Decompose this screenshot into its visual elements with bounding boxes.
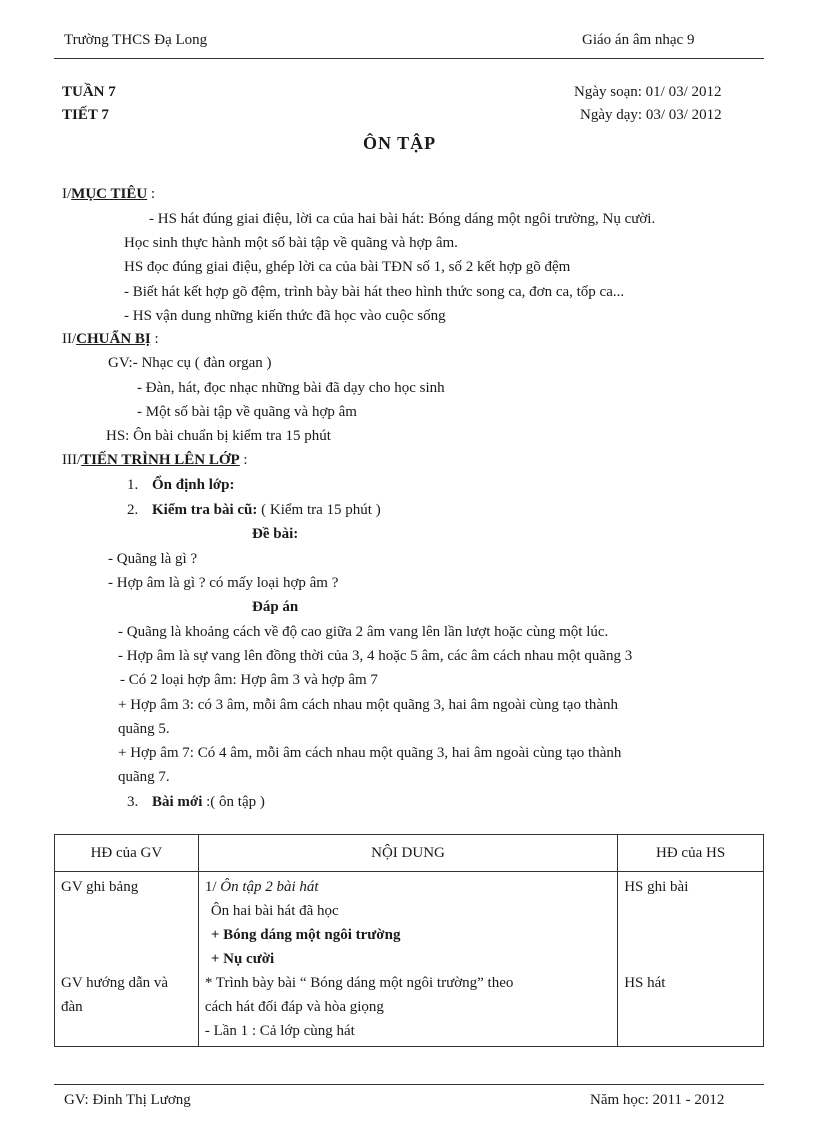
lesson-label: TIẾT 7 [62, 107, 109, 123]
section2-colon: : [154, 331, 159, 347]
row1-hs-cell [618, 872, 764, 972]
objective-line-1: - HS hát đúng giai điệu, lời ca của hai bài hát: Bóng dáng một ngôi trường, Nụ cười. [149, 211, 656, 227]
row2-content-line-3: - Lần 1 : Cả lớp cùng hát [204, 1023, 355, 1039]
header-divider [54, 58, 764, 59]
step-1-text: Ổn định lớp: [152, 477, 235, 493]
row2-gv-line-1: GV hướng dẫn và [61, 975, 169, 991]
answer-line-2: - Hợp âm là sự vang lên đồng thời của 3, 4 hoặc 5 âm, các âm cách nhau một quãng 3 [118, 648, 633, 664]
step-1-number: 1. [127, 477, 139, 493]
objective-line-2: Học sinh thực hành một số bài tập về quãng và hợp âm. [124, 235, 458, 251]
row2-gv-cell [55, 971, 199, 1047]
objective-line-4: - Biết hát kết hợp gõ đệm, trình bày bài hát theo hình thức song ca, đơn ca, tốp ca... [124, 284, 625, 300]
step-3-text: Bài mới [152, 794, 203, 810]
row2-gv-line-2: đàn [61, 999, 83, 1015]
objective-line-3: HS đọc đúng giai điệu, ghép lời ca của bài TĐN số 1, số 2 kết hợp gõ đệm [124, 259, 571, 275]
prep-hs: HS: Ôn bài chuẩn bị kiểm tra 15 phút [106, 428, 331, 444]
answer-line-3: - Có 2 loại hợp âm: Hợp âm 3 và hợp âm 7 [120, 672, 378, 688]
row2-content-cell [198, 971, 617, 1047]
section1-colon: : [150, 186, 156, 202]
answer-line-6: + Hợp âm 7: Có 4 âm, mỗi âm cách nhau một quãng 3, hai âm ngoài cùng tạo thành [118, 745, 622, 761]
footer-teacher: GV: Đinh Thị Lương [64, 1092, 191, 1108]
teaching-date: Ngày dạy: 03/ 03/ 2012 [580, 107, 722, 123]
row1-gv-cell [55, 872, 199, 972]
row1-content-heading [205, 875, 611, 899]
row2-hs: HS hát [624, 975, 666, 991]
question-2: - Hợp âm là gì ? có mấy loại hợp âm ? [108, 575, 339, 591]
step-2-text: Kiểm tra bài cũ: [152, 502, 258, 518]
step-3 [127, 794, 265, 811]
section3-title: TIẾN TRÌNH LÊN LỚP [81, 452, 240, 468]
prep-gv-item-2: - Một số bài tập về quãng và hợp âm [137, 404, 357, 420]
row1-content-line-2: + Bóng dáng một ngôi trường [210, 927, 401, 943]
row1-gv: GV ghi bảng [61, 879, 139, 895]
table-header-hs: HĐ của HS [618, 835, 764, 872]
section1-number: I/ [62, 186, 72, 202]
section2-heading [62, 331, 159, 348]
step-3-note: :( ôn tập ) [202, 794, 265, 810]
row2-content-line-2: cách hát đối đáp và hòa giọng [204, 999, 384, 1015]
week-label: TUẦN 7 [62, 84, 116, 100]
page-title: ÔN TẬP [363, 133, 437, 153]
row1-hs: HS ghi bài [624, 879, 689, 895]
section1-heading [62, 186, 155, 203]
header-school: Trường THCS Đạ Long [64, 32, 208, 48]
row1-content-number: 1/ [204, 879, 217, 895]
table-row [55, 872, 764, 972]
prepared-date: Ngày soạn: 01/ 03/ 2012 [574, 84, 722, 100]
section1-title: MỤC TIÊU [71, 186, 148, 202]
answer-line-1: - Quãng là khoảng cách về độ cao giữa 2 âm vang lên lần lượt hoặc cùng một lúc. [118, 624, 609, 640]
table-header-row [55, 835, 764, 872]
answer-line-5: quãng 5. [118, 721, 170, 737]
table-row [55, 971, 764, 1047]
row1-content-cell [198, 872, 617, 972]
row2-content-line-1: * Trình bày bài “ Bóng dáng một ngôi trường” theo [204, 975, 514, 991]
row1-content-line-3: + Nụ cười [210, 951, 275, 967]
step-2-note: ( Kiểm tra 15 phút ) [257, 502, 381, 518]
exam-title: Đề bài: [252, 526, 299, 542]
prep-gv-item-1: - Đàn, hát, đọc nhạc những bài đã dạy cho học sinh [137, 380, 445, 396]
step-1 [127, 477, 235, 494]
step-2 [127, 502, 381, 519]
prep-gv: GV:- Nhạc cụ ( đàn organ ) [108, 355, 272, 371]
row1-content-title: Ôn tập 2 bài hát [220, 879, 319, 895]
table-header-gv: HĐ của GV [55, 835, 199, 872]
question-1: - Quãng là gì ? [108, 551, 198, 567]
section2-number: II/ [62, 331, 77, 347]
row2-hs-cell [618, 971, 764, 1047]
answer-line-7: quãng 7. [118, 769, 170, 785]
footer-divider [54, 1084, 764, 1085]
section2-title: CHUẨN BỊ [76, 331, 151, 347]
footer-year: Năm học: 2011 - 2012 [590, 1092, 725, 1108]
table-header-content: NỘI DUNG [198, 835, 617, 872]
lesson-plan-table [54, 834, 764, 1047]
section3-colon: : [243, 452, 248, 468]
header-subject: Giáo án âm nhạc 9 [582, 32, 695, 48]
answer-title: Đáp án [252, 599, 299, 615]
answer-line-4: + Hợp âm 3: có 3 âm, mỗi âm cách nhau một quãng 3, hai âm ngoài cùng tạo thành [118, 697, 619, 713]
section3-number: III/ [62, 452, 82, 468]
objective-line-5: - HS vận dung những kiến thức đã học vào cuộc sống [124, 308, 446, 324]
section3-heading [62, 452, 248, 469]
step-3-number: 3. [127, 794, 139, 810]
row1-content-line-1: Ôn hai bài hát đã học [210, 903, 339, 919]
step-2-number: 2. [127, 502, 139, 518]
